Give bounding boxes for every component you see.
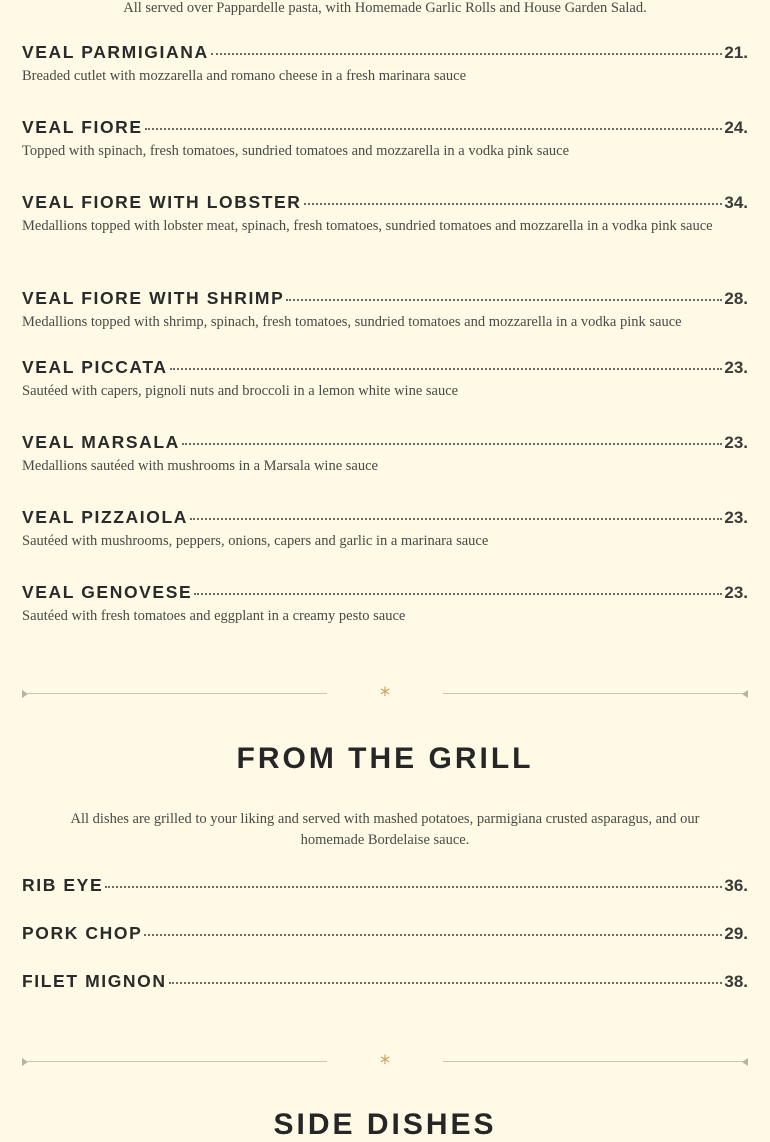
section-title-grill: FROM THE GRILL [236,742,534,775]
section-title-sides: SIDE DISHES [273,1108,497,1141]
item-description: Breaded cutlet with mozzarella and romano cheese in a fresh marinara sauce [22,68,467,84]
item-name: FILET MIGNON [22,971,167,991]
asterisk-flourish-icon: * [380,683,390,707]
item-price: 23. [724,433,748,452]
menu-item-filet-mignon [22,971,748,995]
item-name: RIB EYE [22,875,104,895]
item-price: 24. [724,118,748,137]
dot-leader [286,299,722,301]
menu-item-veal-fiore-lobster [22,192,748,237]
item-description: Sautéed with capers, pignoli nuts and broccoli in a lemon white wine sauce [22,383,459,399]
menu-item-veal-parmigiana [22,42,748,87]
item-price: 23. [724,508,748,527]
item-price: 23. [724,358,748,377]
item-name: VEAL GENOVESE [22,582,193,602]
item-description: Topped with spinach, fresh tomatoes, sundried tomatoes and mozzarella in a vodka pink sauce [22,143,570,159]
item-description: Sautéed with fresh tomatoes and eggplant in a creamy pesto sauce [22,608,406,624]
dot-leader [105,886,722,888]
menu-item-veal-fiore-shrimp [22,288,748,333]
item-price: 34. [724,193,748,212]
asterisk-flourish-icon: * [380,1051,390,1075]
dot-leader [190,518,722,520]
dot-leader [194,593,722,595]
item-price: 38. [724,972,748,991]
item-name: VEAL PIZZAIOLA [22,507,188,527]
veal-section-intro: All served over Pappardelle pasta, with Homemade Garlic Rolls and House Garden Salad. [123,0,647,16]
item-name: VEAL MARSALA [22,432,180,452]
item-name: VEAL FIORE WITH LOBSTER [22,192,302,212]
item-name: VEAL FIORE [22,117,143,137]
item-price: 36. [724,876,748,895]
menu-item-pork-chop [22,923,748,947]
item-description: Medallions topped with lobster meat, spinach, fresh tomatoes, sundried tomatoes and mozzarella in a vodka pink sauce [22,218,713,234]
item-name: VEAL FIORE WITH SHRIMP [22,288,285,308]
dot-leader [211,53,723,55]
menu-item-veal-genovese [22,582,748,627]
grill-section-intro: All dishes are grilled to your liking and served with mashed potatoes, parmigiana crusted asparagus, and our homemade Bordelaise sauce. [70,811,700,848]
item-description: Medallions topped with shrimp, spinach, fresh tomatoes, sundried tomatoes and mozzarella in a vodka pink sauce [22,314,682,330]
dot-leader [170,368,723,370]
dot-leader [145,128,723,130]
menu-item-rib-eye [22,875,748,899]
item-price: 28. [724,289,748,308]
dot-leader [144,934,722,936]
dot-leader [304,203,723,205]
item-name: PORK CHOP [22,923,143,943]
menu-item-veal-piccata [22,357,748,402]
item-description: Sautéed with mushrooms, peppers, onions, capers and garlic in a marinara sauce [22,533,489,549]
item-description: Medallions sautéed with mushrooms in a Marsala wine sauce [22,458,378,474]
dot-leader [182,443,722,445]
section-divider [22,1051,748,1075]
section-divider [22,683,748,707]
menu-item-veal-pizzaiola [22,507,748,552]
item-name: VEAL PARMIGIANA [22,42,209,62]
item-name: VEAL PICCATA [22,357,168,377]
menu-item-veal-marsala [22,432,748,477]
item-price: 21. [724,43,748,62]
menu-item-veal-fiore [22,117,748,162]
dot-leader [169,982,723,984]
item-price: 29. [724,924,748,943]
item-price: 23. [724,583,748,602]
